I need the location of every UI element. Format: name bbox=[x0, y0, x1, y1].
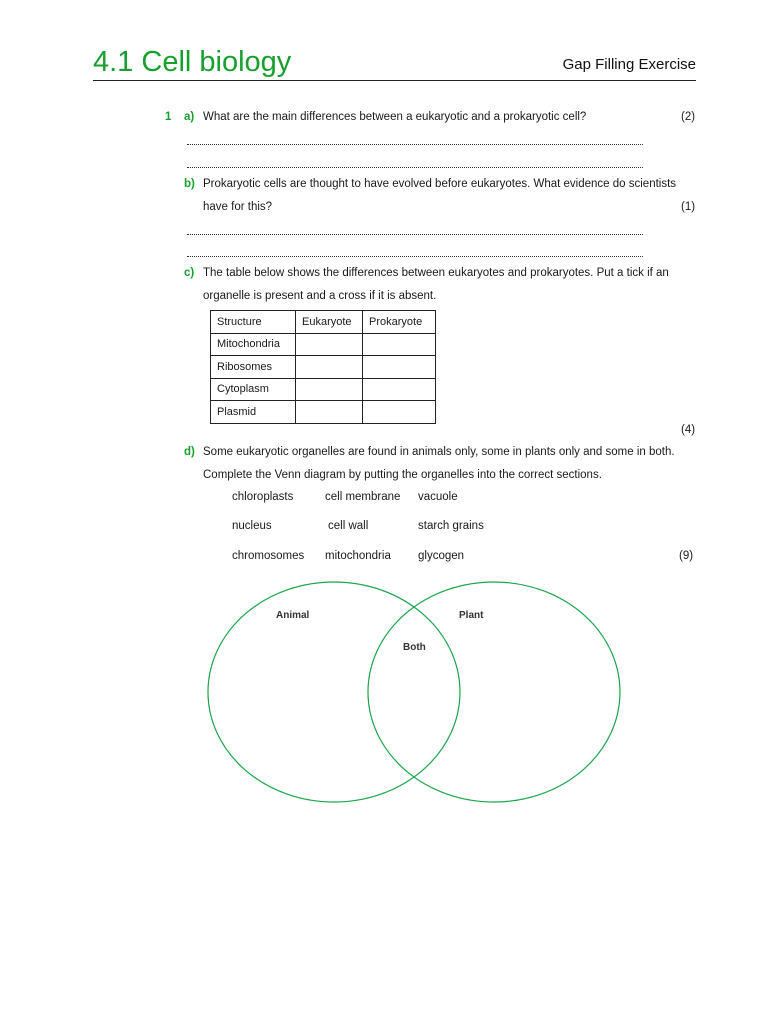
part-a-label: a) bbox=[184, 111, 195, 123]
part-c-label: c) bbox=[184, 267, 195, 279]
table-header-cell: Structure bbox=[211, 311, 296, 334]
part-c-question-line1: The table below shows the differences between eukaryotes and prokaryotes. Put a tick if an bbox=[203, 267, 669, 279]
word-bank-item: cell membrane bbox=[325, 491, 401, 503]
word-bank-item: vacuole bbox=[418, 491, 458, 503]
question-number: 1 bbox=[165, 111, 172, 123]
part-b-label: b) bbox=[184, 178, 195, 190]
word-bank-item: cell wall bbox=[328, 520, 369, 532]
structure-name: Cytoplasm bbox=[211, 378, 296, 401]
word-bank-item: starch grains bbox=[418, 520, 484, 532]
part-a-question: What are the main differences between a eukaryotic and a prokaryotic cell? bbox=[203, 111, 587, 123]
structure-name: Plasmid bbox=[211, 401, 296, 424]
both-label: Both bbox=[403, 642, 426, 653]
part-b-question-line2: have for this? bbox=[203, 201, 273, 213]
table-header-cell: Eukaryote bbox=[296, 311, 363, 334]
part-d-marks: (9) bbox=[679, 550, 694, 562]
part-d-question-line2: Complete the Venn diagram by putting the organelles into the correct sections. bbox=[203, 469, 602, 481]
part-c-marks: (4) bbox=[681, 424, 696, 436]
word-bank-item: nucleus bbox=[232, 520, 272, 532]
plant-circle[interactable] bbox=[368, 582, 620, 802]
word-bank-item: chromosomes bbox=[232, 550, 305, 562]
animal-label: Animal bbox=[276, 610, 310, 621]
part-a-marks: (2) bbox=[681, 111, 696, 123]
part-b-marks: (1) bbox=[681, 201, 696, 213]
page-title: 4.1 Cell biology bbox=[93, 46, 292, 78]
word-bank-item: mitochondria bbox=[325, 550, 391, 562]
part-c-question-line2: organelle is present and a cross if it is absent. bbox=[203, 290, 437, 302]
animal-circle[interactable] bbox=[208, 582, 460, 802]
plant-label: Plant bbox=[459, 610, 484, 621]
part-b-question-line1: Prokaryotic cells are thought to have evolved before eukaryotes. What evidence do scientists bbox=[203, 178, 677, 190]
part-d-question-line1: Some eukaryotic organelles are found in animals only, some in plants only and some in both. bbox=[203, 446, 675, 458]
page-subtitle: Gap Filling Exercise bbox=[562, 56, 696, 73]
structure-name: Mitochondria bbox=[211, 333, 296, 356]
word-bank-item: chloroplasts bbox=[232, 491, 294, 503]
structure-name: Ribosomes bbox=[211, 356, 296, 379]
word-bank-item: glycogen bbox=[418, 550, 465, 562]
table-header-cell: Prokaryote bbox=[363, 311, 436, 334]
part-d-label: d) bbox=[184, 446, 195, 458]
